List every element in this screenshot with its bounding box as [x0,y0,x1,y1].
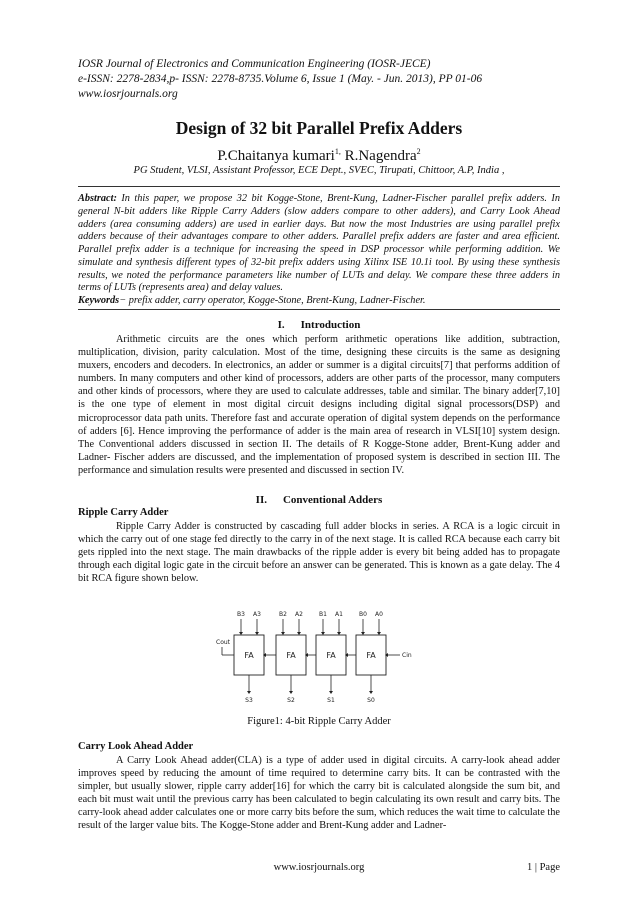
abstract-label: Abstract: [78,193,117,204]
section-number: II. [255,494,267,506]
input-label-b3: B3 [237,611,245,618]
fa-label-3: FA [244,651,254,660]
fa-label-1: FA [326,651,336,660]
input-label-b0: B0 [359,611,367,618]
introduction-paragraph [78,333,560,477]
section-heading-conventional-adders [0,494,638,506]
author-line [0,147,638,165]
abstract-bottom-rule [78,309,560,310]
fa-label-0: FA [366,651,376,660]
author-1-sup: 1, [334,147,341,156]
affiliation: PG Student, VLSI, Assistant Professor, ECE Dept., SVEC, Tirupati, Chittoor, A.P, India , [133,165,505,176]
introduction-text: Arithmetic circuits are the ones which perform arithmetic operations like addition, subtraction, multiplication, division, parity calculation. Most of the time, designing these circuits is the same as designing muxers, encoders and decoders. In electronics, an adder or summer is a digital circuits[7] that performs addition of numbers. In many computers and other kind of processors, adders are other parts of the processor, many computers and other kinds of processors, where they are used to calculate addresses, table and similar. The binary adder[7,10] is the one type of element in most digital circuit designs including digital signal processors(DSP) and microprocessor data path units. Therefore fast and accurate operation of digital system depends on the performance of adders [6]. Hence improving the performance of adder is the main area of research in VLSI[10] system design. The Conventional adders discussed in section II. The details of R Kogge-Stone adder, Brent-Kung adder and Ladner- Fischer adders are discussed, and the implementation of proposed system is described in section III. The performance and simulation results were presented and discussed in section IV. [78,334,560,476]
keywords-label: Keywords [78,295,120,306]
abstract [78,193,560,295]
subheading-ripple-carry-adder: Ripple Carry Adder [78,507,169,518]
sum-label-s3: S3 [245,697,253,704]
ripple-carry-adder-diagram [210,607,430,715]
input-label-b1: B1 [319,611,327,618]
sum-label-s2: S2 [287,697,295,704]
sum-label-s0: S0 [367,697,375,704]
page-number: 1 | Page [526,862,560,873]
input-label-a3: A3 [253,611,261,618]
figure-caption: Figure1: 4-bit Ripple Carry Adder [247,716,391,727]
input-label-a0: A0 [375,611,383,618]
sum-label-s1: S1 [327,697,335,704]
journal-url: www.iosrjournals.org [78,88,178,100]
section-title: Introduction [300,319,361,331]
footer-url: www.iosrjournals.org [273,862,365,873]
section-title: Conventional Adders [282,494,383,506]
carry-look-ahead-text: A Carry Look Ahead adder(CLA) is a type of adder used in digital circuits. A carry-look ahead adder improves speed by reducing the amount of time required to determine carry bits. It can be contrasted with the simpler, but usually slower, ripple carry adder[16] for which the carry bit is calculated alongside the sum bit, and each bit must wait until the previous carry has been calculated to begin calculating its own result and carry bits. The carry-look ahead adder calculates one or more carry bits before the sum, which reduces the wait time to calculate the result of the larger value bits. The Kogge-Stone adder and Brent-Kung adder and Ladner- [78,755,560,832]
paper-title: Design of 32 bit Parallel Prefix Adders [175,118,463,138]
cout-label: Cout [216,639,231,646]
section-number: I. [277,319,285,331]
section-heading-introduction [0,319,638,331]
input-label-a1: A1 [335,611,343,618]
ripple-carry-text: Ripple Carry Adder is constructed by cascading full adder blocks in series. A RCA is a logic circuit in which the carry out of one stage fed directly to the carry in of the next stage. It is called RCA because each carry bit gets rippled into the next stage. The main drawbacks of the ripple adder is every bit being added has to propagate through each digital logic gate in the circuit before an answer can be generated. This is known as a gate delay. The 4 bit RCA figure shown below. [78,521,560,585]
carry-look-ahead-paragraph [78,754,560,833]
keywords [78,295,560,306]
keywords-text: − prefix adder, carry operator, Kogge-Stone, Brent-Kung, Ladner-Fischer. [119,295,426,306]
abstract-top-rule [78,186,560,187]
ripple-carry-paragraph [78,520,560,585]
journal-issn: e-ISSN: 2278-2834,p- ISSN: 2278-8735.Volume 6, Issue 1 (May. - Jun. 2013), PP 01-06 [78,73,483,85]
input-label-a2: A2 [295,611,303,618]
author-2-sup: 2 [416,147,421,156]
cin-label: Cin [402,652,412,659]
fa-label-2: FA [286,651,296,660]
abstract-text: In this paper, we propose 32 bit Kogge-Stone, Brent-Kung, Ladner-Fischer parallel prefix adders. In general N-bit adders like Ripple Carry Adders (slow adders compare to other adders), and Carry Look Ahead adders (area consuming adders) are used in earlier days. But now the most Industries are using parallel prefix adders because of their advantages compare to other adders. Parallel prefix adders are faster and area efficient. Parallel prefix adder is a technique for increasing the speed in DSP processor while performing addition. We simulate and synthesis different types of 32-bit prefix adders using Xilinx ISE 10.1i tool. By using these synthesis results, we noted the performance parameters like number of LUTs and delay. We compare these three adders in terms of LUTs (represents area) and delay values. [78,193,560,294]
subheading-carry-look-ahead-adder: Carry Look Ahead Adder [78,741,194,752]
author-2: R.Nagendra [340,148,417,164]
input-label-b2: B2 [279,611,287,618]
journal-header [78,57,578,102]
journal-name: IOSR Journal of Electronics and Communication Engineering (IOSR-JECE) [78,58,431,70]
author-1: P.Chaitanya kumari [217,148,335,164]
